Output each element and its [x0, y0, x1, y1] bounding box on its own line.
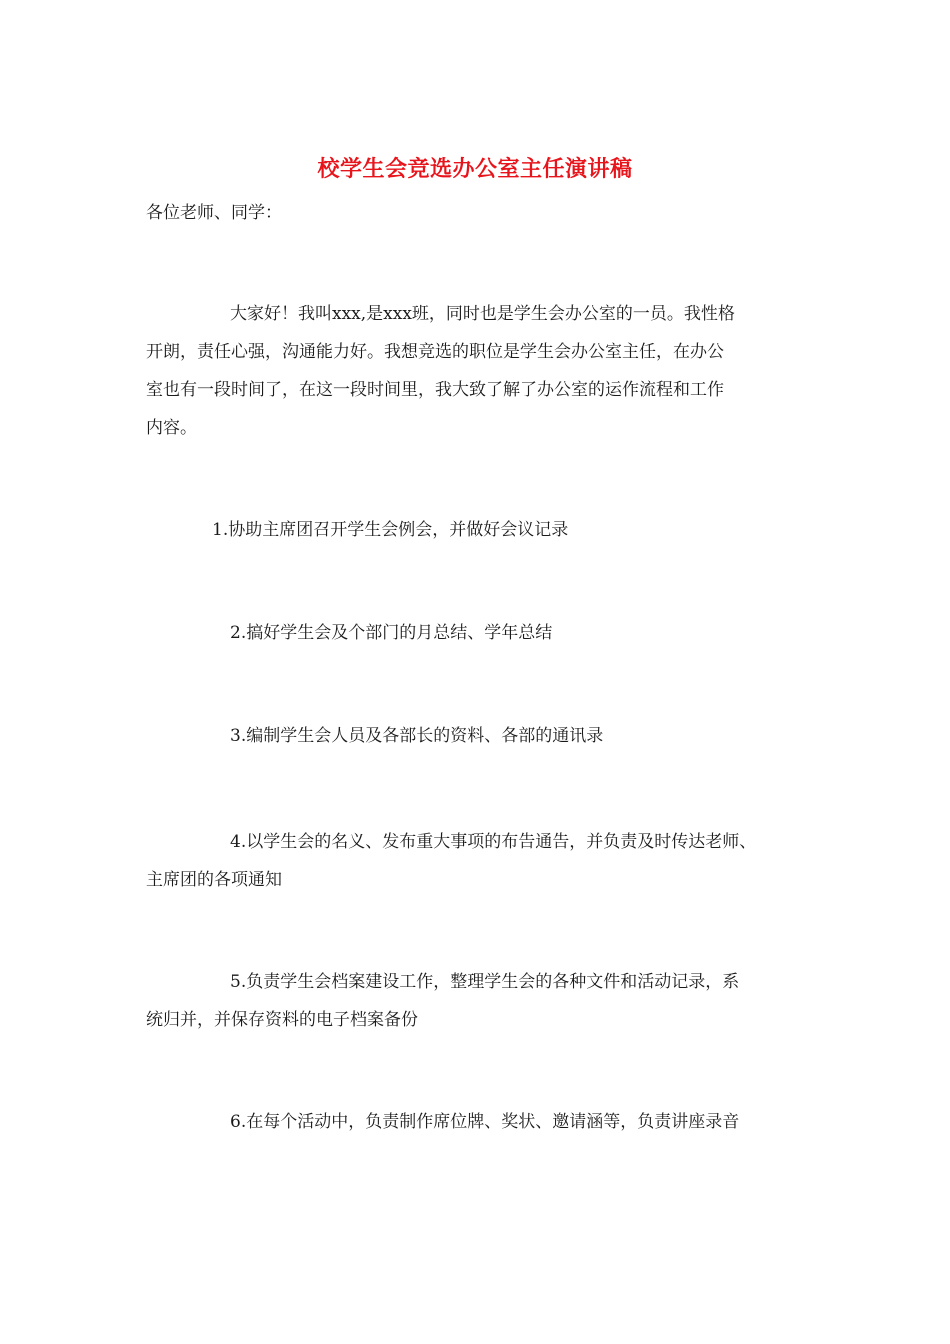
list-item: 6.在每个活动中，负责制作席位牌、奖状、邀请涵等，负责讲座录音	[230, 1112, 740, 1132]
list-item: 2.搞好学生会及个部门的月总结、学年总结	[230, 623, 553, 643]
list-item: 4.以学生会的名义、发布重大事项的布告通告，并负责及时传达老师、	[230, 832, 757, 852]
list-item-continued: 主席团的各项通知	[146, 870, 282, 890]
list-item-continued: 统归并，并保存资料的电子档案备份	[146, 1010, 418, 1030]
list-item: 5.负责学生会档案建设工作，整理学生会的各种文件和活动记录，系	[230, 972, 740, 992]
intro-line: 内容。	[146, 418, 197, 438]
intro-line: 室也有一段时间了，在这一段时间里，我大致了解了办公室的运作流程和工作	[146, 380, 724, 400]
document-title: 校学生会竞选办公室主任演讲稿	[317, 156, 633, 182]
intro-line: 大家好！我叫xxx,是xxx班，同时也是学生会办公室的一员。我性格	[230, 304, 735, 324]
intro-line: 开朗，责任心强，沟通能力好。我想竞选的职位是学生会办公室主任，在办公	[146, 342, 724, 362]
salutation: 各位老师、同学：	[146, 203, 282, 223]
list-item: 3.编制学生会人员及各部长的资料、各部的通讯录	[230, 726, 604, 746]
list-item: 1.协助主席团召开学生会例会，并做好会议记录	[212, 520, 569, 540]
